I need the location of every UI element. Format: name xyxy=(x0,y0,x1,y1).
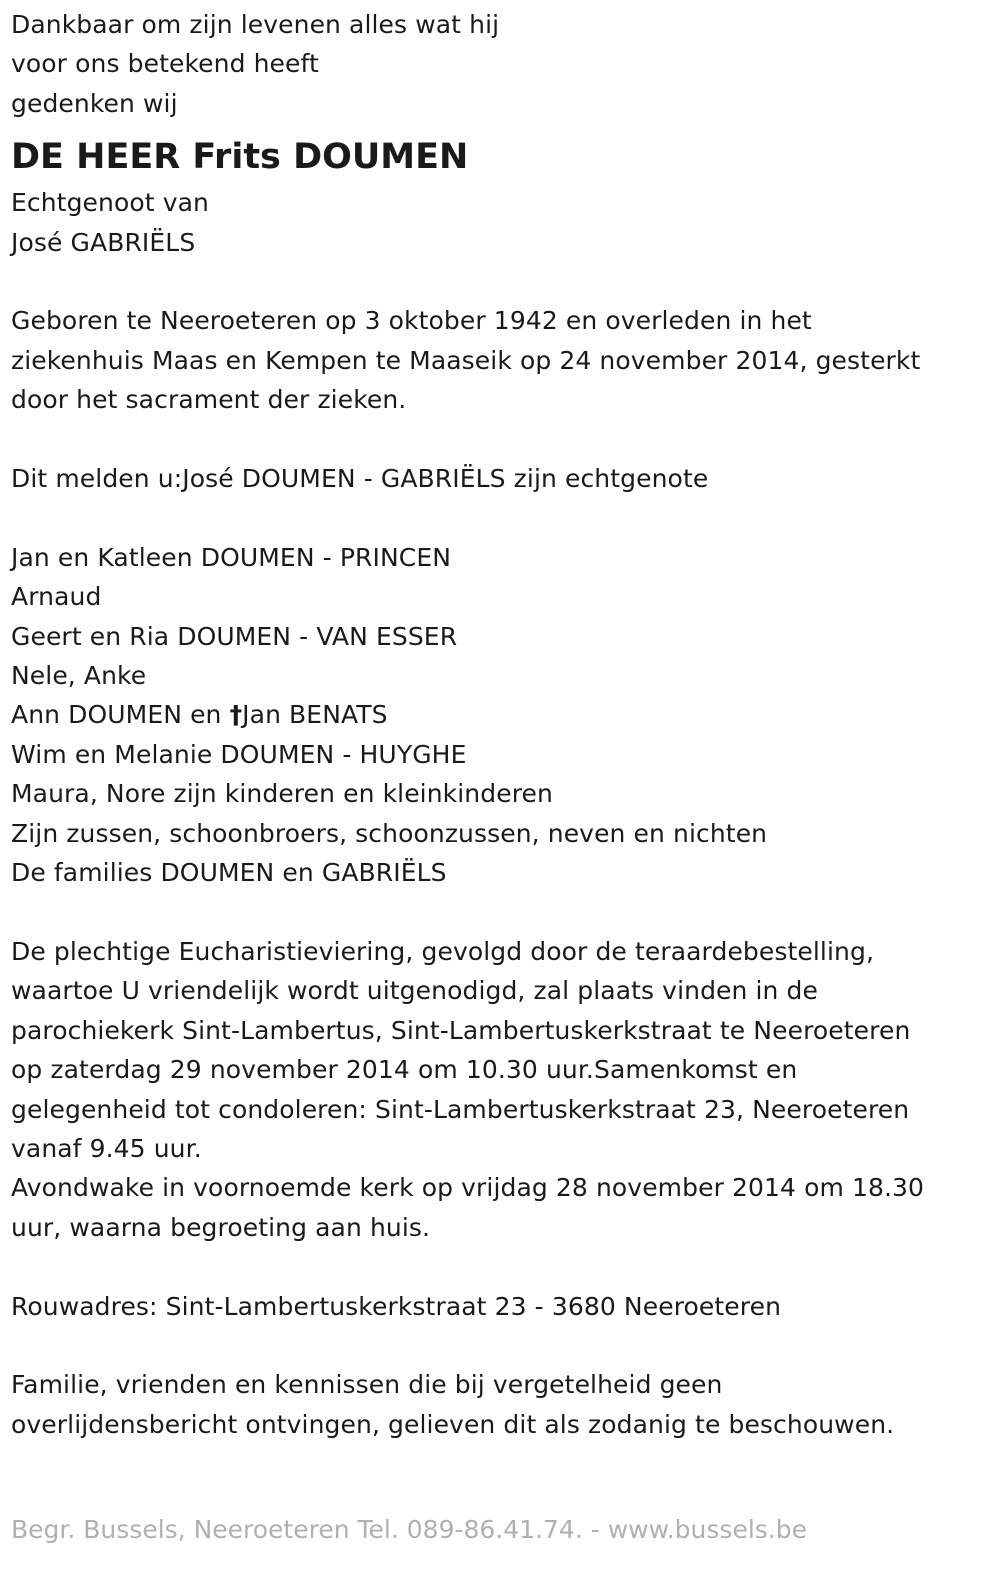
intro-line-3: gedenken wij xyxy=(11,88,178,118)
ceremony-line: waartoe U vriendelijk wordt uitgenodigd, zal plaats vinden in de xyxy=(11,976,818,1006)
spouse-label: Echtgenoot van xyxy=(11,188,209,218)
funeral-home-footer: Begr. Bussels, Neeroeteren Tel. 089-86.41.74. - www.bussels.be xyxy=(11,1515,807,1544)
mourning-address: Rouwadres: Sint-Lambertuskerkstraat 23 - 3680 Neeroeteren xyxy=(11,1291,782,1321)
family-line: Geert en Ria DOUMEN - VAN ESSER xyxy=(11,621,458,651)
notice-line-2: overlijdensbericht ontvingen, gelieven dit als zodanig te beschouwen. xyxy=(11,1409,895,1439)
birth-death-line-3: door het sacrament der zieken. xyxy=(11,385,407,415)
deceased-name: DE HEER Frits DOUMEN xyxy=(11,137,469,178)
ceremony-line: parochiekerk Sint-Lambertus, Sint-Lambertuskerkstraat te Neeroeteren xyxy=(11,1015,911,1045)
ann-prefix: Ann DOUMEN en xyxy=(11,700,230,730)
intro-line-1: Dankbaar om zijn levenen alles wat hij xyxy=(11,10,500,39)
birth-death-line-1: Geboren te Neeroeteren op 3 oktober 1942 en overleden in het xyxy=(11,306,812,336)
notice-line-1: Familie, vrienden en kennissen die bij vergetelheid geen xyxy=(11,1370,723,1400)
family-line: Nele, Anke xyxy=(11,661,147,691)
announcers-intro: Dit melden u:José DOUMEN - GABRIËLS zijn echtgenote xyxy=(11,464,709,494)
obituary-text xyxy=(11,5,986,1444)
cross-icon: † xyxy=(229,700,243,730)
family-line: Maura, Nore zijn kinderen en kleinkinderen xyxy=(11,779,553,809)
ceremony-line: op zaterdag 29 november 2014 om 10.30 uur.Samenkomst en xyxy=(11,1055,798,1085)
family-line: De families DOUMEN en GABRIËLS xyxy=(11,858,447,888)
family-line-ann xyxy=(11,695,986,734)
ceremony-line: Avondwake in voornoemde kerk op vrijdag 28 november 2014 om 18.30 xyxy=(11,1173,925,1203)
birth-death-line-2: ziekenhuis Maas en Kempen te Maaseik op 24 november 2014, gesterkt xyxy=(11,345,921,375)
ceremony-line: vanaf 9.45 uur. xyxy=(11,1133,202,1163)
spouse-name: José GABRIËLS xyxy=(11,227,196,257)
family-line: Zijn zussen, schoonbroers, schoonzussen, neven en nichten xyxy=(11,818,768,848)
intro-line-2: voor ons betekend heeft xyxy=(11,49,319,79)
family-line: Jan en Katleen DOUMEN - PRINCEN xyxy=(11,542,452,572)
family-line: Wim en Melanie DOUMEN - HUYGHE xyxy=(11,739,467,769)
ann-suffix: Jan BENATS xyxy=(242,700,388,730)
ceremony-line: gelegenheid tot condoleren: Sint-Lambertuskerkstraat 23, Neeroeteren xyxy=(11,1094,910,1124)
ceremony-line: De plechtige Eucharistieviering, gevolgd door de teraardebestelling, xyxy=(11,936,874,966)
ceremony-line: uur, waarna begroeting aan huis. xyxy=(11,1212,431,1242)
family-line: Arnaud xyxy=(11,582,102,612)
